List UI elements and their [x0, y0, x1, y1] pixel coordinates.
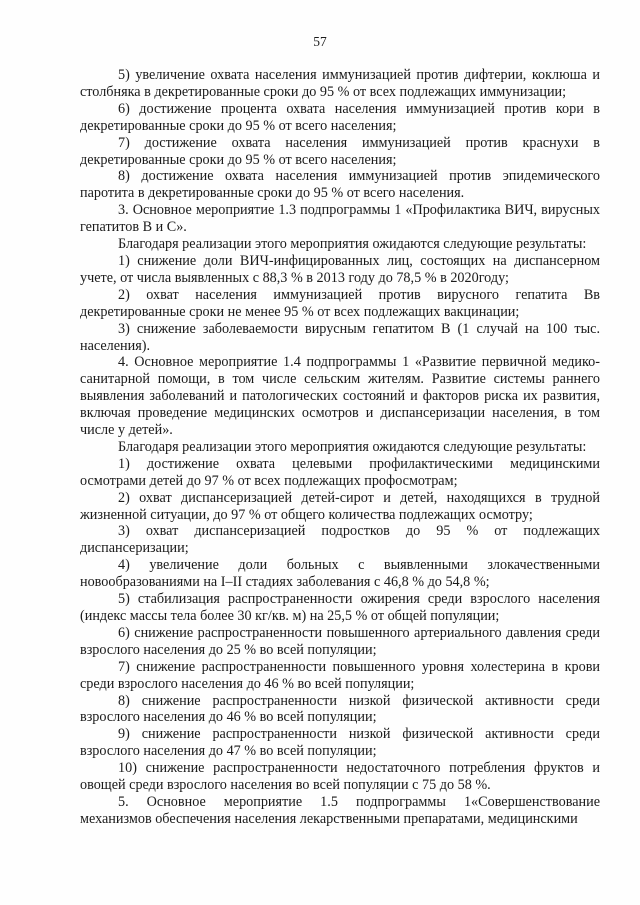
- page-number: 57: [313, 34, 327, 49]
- document-body: [80, 67, 600, 828]
- paragraph: 1) достижение охвата целевыми профилактическими медицинскими осмотрами детей до 97 % от всех подлежащих профосмотрам;: [80, 455, 600, 489]
- paragraph: 2) охват диспансеризацией детей-сирот и детей, находящихся в трудной жизненной ситуации, до 97 % от общего количества подлежащих осмотру;: [80, 489, 600, 523]
- paragraph: 3) снижение заболеваемости вирусным гепатитом В (1 случай на 100 тыс. населения).: [80, 320, 600, 354]
- paragraph: 7) снижение распространенности повышенного уровня холестерина в крови среди взрослого населения до 46 % во всей популяции;: [80, 658, 600, 692]
- paragraph: 7) достижение охвата населения иммунизацией против краснухи в декретированные сроки до 95 % от всего населения;: [80, 134, 600, 168]
- paragraph: 3. Основное мероприятие 1.3 подпрограммы 1 «Профилактика ВИЧ, вирусных гепатитов В и С».: [80, 202, 600, 236]
- paragraph: Благодаря реализации этого мероприятия ожидаются следующие результаты:: [118, 438, 587, 455]
- paragraph: 8) достижение охвата населения иммунизацией против эпидемического паротита в декретированные сроки до 95 % от всего населения.: [80, 168, 600, 202]
- paragraph: 9) снижение распространенности низкой физической активности среди взрослого населения до 47 % во всей популяции;: [80, 726, 600, 760]
- paragraph: 5) стабилизация распространенности ожирения среди взрослого населения (индекс массы тела более 30 кг/кв. м) на 25,5 % от общей популяции;: [80, 591, 600, 624]
- paragraph: 2) охват населения иммунизацией против вирусного гепатита Вв декретированные сроки не менее 95 % от всех подлежащих вакцинации;: [80, 286, 600, 320]
- paragraph: 5) увеличение охвата населения иммунизацией против дифтерии, коклюша и столбняка в декретированные сроки до 95 % от всех подлежащих иммунизации;: [80, 67, 600, 100]
- paragraph: 10) снижение распространенности недостаточного потребления фруктов и овощей среди взрослого населения во всей популяции с 75 до 58 %.: [80, 760, 600, 794]
- paragraph: 8) снижение распространенности низкой физической активности среди взрослого населения до 46 % во всей популяции;: [80, 692, 600, 726]
- paragraph: Благодаря реализации этого мероприятия ожидаются следующие результаты:: [118, 236, 587, 253]
- paragraph: 3) охват диспансеризацией подростков до 95 % от подлежащих диспансеризации;: [80, 523, 600, 557]
- paragraph: 6) достижение процента охвата населения иммунизацией против кори в декретированные сроки до 95 % от всего населения;: [80, 100, 600, 134]
- paragraph: 6) снижение распространенности повышенного артериального давления среди взрослого населения до 25 % во всей популяции;: [80, 624, 600, 658]
- paragraph: 5. Основное мероприятие 1.5 подпрограммы 1«Совершенствование механизмов обеспечения населения лекарственными препаратами, медицинскими: [80, 793, 600, 827]
- paragraph: 1) снижение доли ВИЧ-инфицированных лиц, состоящих на диспансерном учете, от числа выявленных с 88,3 % в 2013 году до 78,5 % в 2020году;: [80, 252, 600, 286]
- paragraph: 4) увеличение доли больных с выявленными злокачественными новообразованиями на I–II стадиях заболевания с 46,8 % до 54,8 %;: [80, 557, 600, 591]
- paragraph: 4. Основное мероприятие 1.4 подпрограммы 1 «Развитие первичной медико-санитарной помощи, в том числе сельским жителям. Развитие системы раннего выявления заболеваний и патологических состояний и факторов риска их развития, включая проведение медицинских осмотров и диспансеризации населения, в том числе у детей».: [80, 354, 600, 439]
